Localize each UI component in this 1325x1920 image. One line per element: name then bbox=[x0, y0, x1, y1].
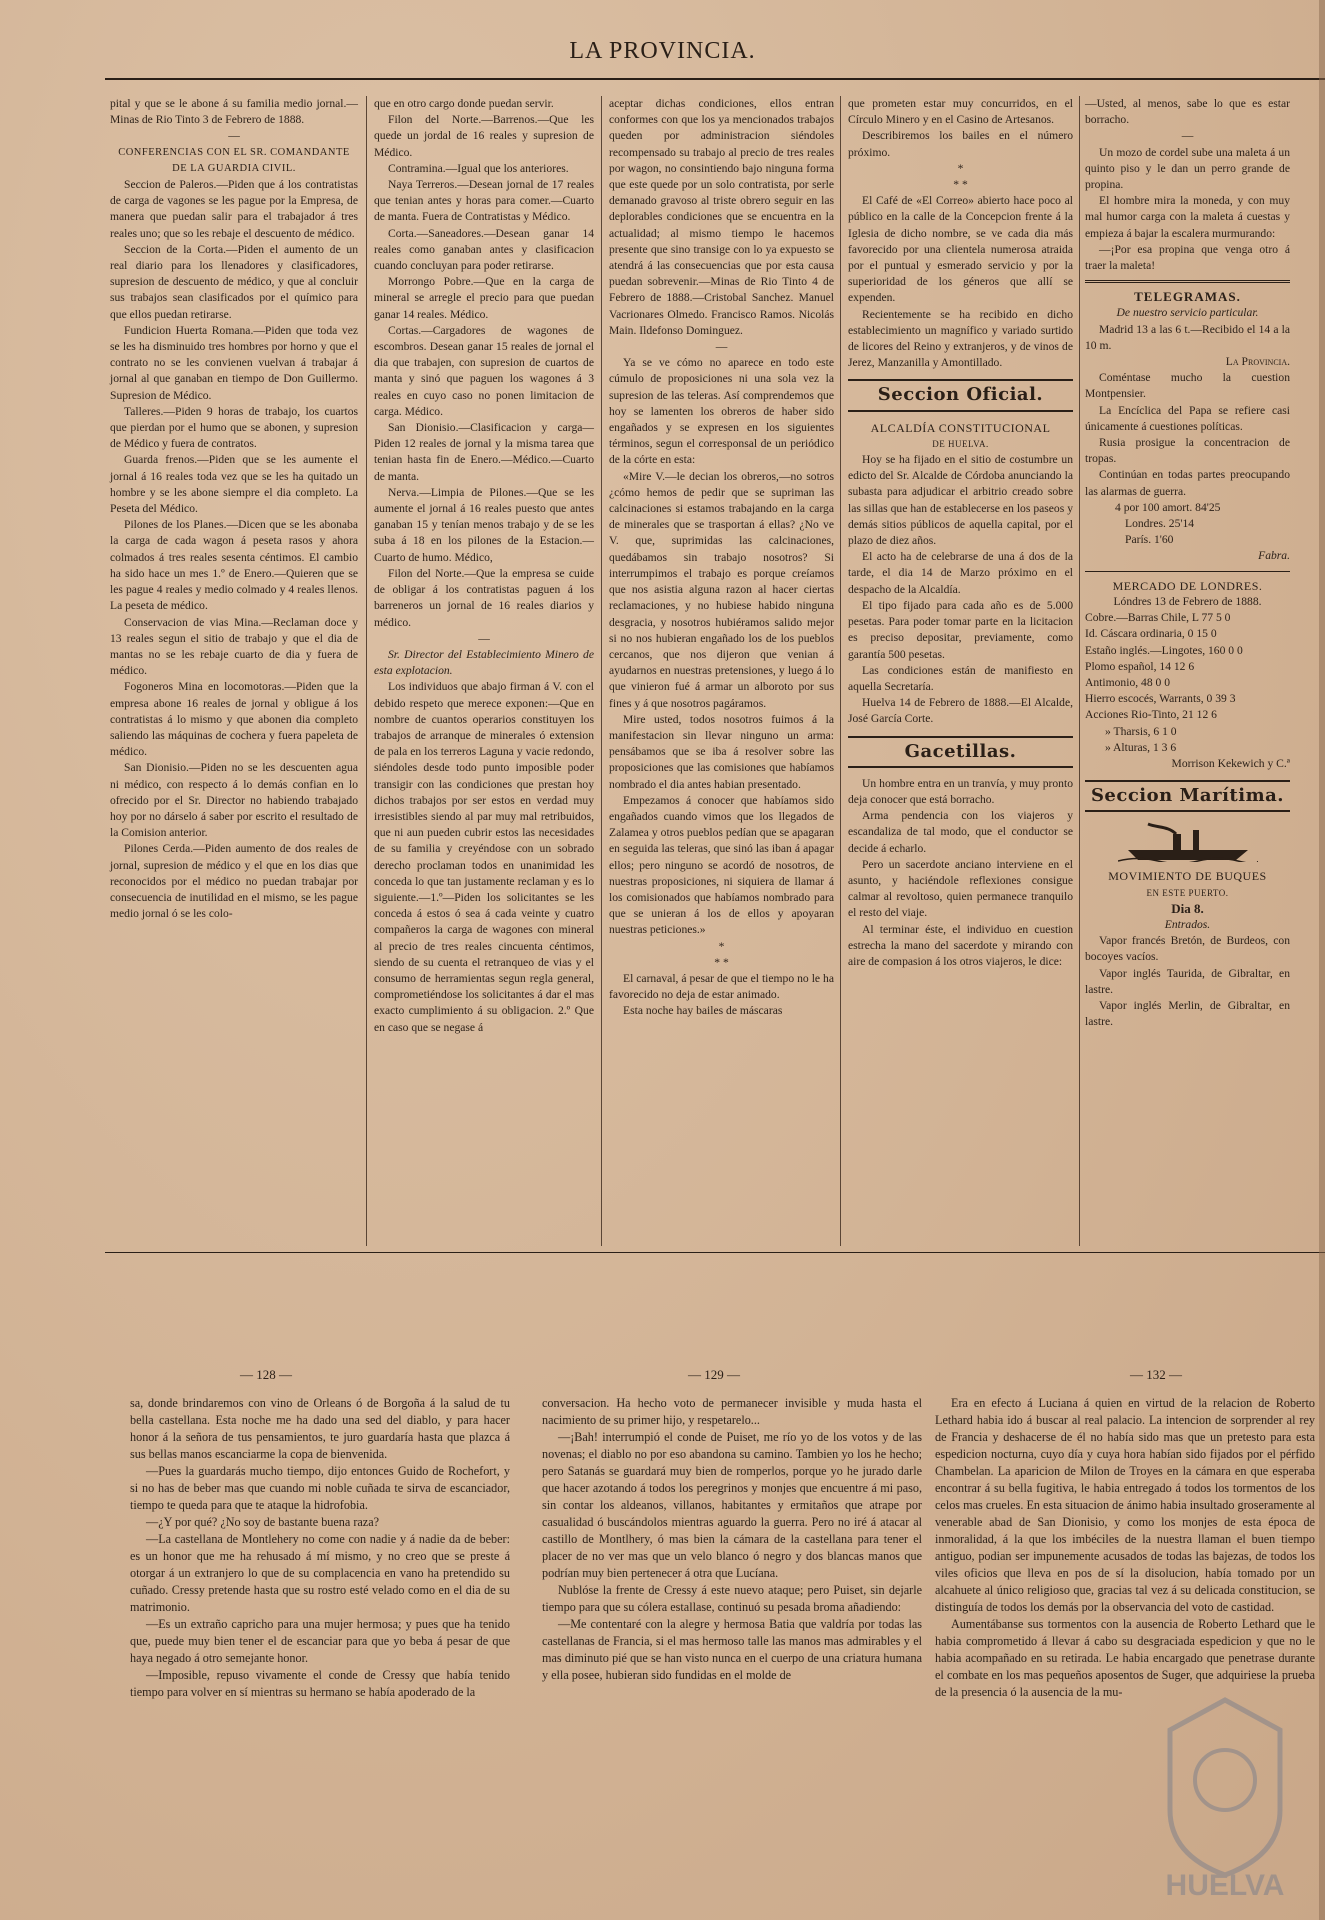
column-divider bbox=[366, 96, 367, 1246]
paragraph: «Mire V.—le decian los obreros,—no sotros ¿cómo hemos de pedir que se supriman las calcinaciones si estamos trabajando en la carga de minerales que se trasportan á ellas? ¿No ve V. que, suprimidas las calcinaciones, quedábamos sin trabajo nosotros? Si interrumpimos el trabajo es porque creíamos que nos asistia alguna razon al hacer ciertas reclamaciones, y no hubiese habido ninguna desgracia, y nosotros hubiéramos salido mejor si no nos hubieran engañado los de los pueblos cercanos, que nos dijeron que venian á ayudarnos en nuestras pretensiones, y luego á lo que vinieron fué á armar un alboroto por sus fines y á que nosotros pagáramos. bbox=[609, 469, 834, 710]
paragraph: Continúan en todas partes preocupando las alarmas de guerra. bbox=[1085, 468, 1290, 498]
paragraph: Al terminar éste, el individuo en cuestion estrecha la mano del sacerdote y mirando con aire de compasion á los otros viajeros, le dice: bbox=[848, 922, 1073, 968]
paragraph: Coméntase mucho la cuestion Montpensier. bbox=[1085, 371, 1290, 401]
paragraph: Vapor francés Bretón, de Burdeos, con bocoyes vacíos. bbox=[1085, 934, 1290, 964]
column-2 bbox=[374, 96, 594, 1036]
paragraph: Hoy se ha fijado en el sitio de costumbre un edicto del Sr. Alcalde de Córdoba anunciando la subasta para adjudicar el arbitrio creado sobre las sillas que han de establecerse en los paseos y demás sitios públicos de aquella capital, por el plazo de diez años. bbox=[848, 453, 1073, 548]
page-number: — 128 — bbox=[240, 1367, 292, 1382]
paragraph: Talleres.—Piden 9 horas de trabajo, los cuartos que pierdan por el humo que se abonen, y supresion de Médico y fuera de contratos. bbox=[110, 404, 358, 451]
column-divider bbox=[840, 96, 841, 1246]
paragraph: Conservacion de vias Mina.—Reclaman doce y 13 reales segun el sitio de trabajo y que el dia de mantas no se les rebaje cuarto de dia y fuera de médico. bbox=[110, 615, 358, 678]
separator: — bbox=[1181, 129, 1194, 143]
paragraph: Aumentábanse sus tormentos con la ausencia de Roberto Lethard que le habia comprometido á llevar á cabo su desgraciada espedicion y que no le habia acompañado en su retirada. Le habia encargado que penetrase durante el combate en los mas pequeños aposentos de Suger, que adquiriese la prueba de la presencia ó la ausencia de la mu- bbox=[935, 1617, 1315, 1699]
separator-stars: * * * bbox=[714, 939, 729, 969]
separator: — bbox=[228, 129, 240, 143]
paragraph: Morrongo Pobre.—Que en la carga de mineral se arregle el precio para que puedan ganar 14 reales. Médico. bbox=[374, 275, 594, 321]
paragraph: Mire usted, todos nosotros fuimos á la manifestacion sin llevar ninguno un arma: pensábamos que se iba á resolver sobre las proposiciones que las comisiones que habíamos nombrado el dia antes habian presentado. bbox=[609, 712, 834, 791]
paragraph: La Encíclica del Papa se refiere casi únicamente á cuestiones políticas. bbox=[1085, 403, 1290, 433]
paragraph: Huelva 14 de Febrero de 1888.—El Alcalde, José García Corte. bbox=[848, 696, 1073, 726]
section-heading: CONFERENCIAS CON EL SR. COMANDANTE DE LA GUARDIA CIVIL. bbox=[118, 146, 350, 174]
paragraph: Un hombre entra en un tranvía, y muy pronto deja conocer que está borracho. bbox=[848, 776, 1073, 806]
paragraph: San Dionisio.—Clasificacion y carga—Piden 12 reales de jornal y la misma tarea que tenian hasta fin de Enero.—Médico.—Cuarto de manta. bbox=[374, 421, 594, 483]
section-box-maritima bbox=[1085, 780, 1290, 812]
paragraph: El tipo fijado para cada año es de 5.000 pesetas. Para poder tomar parte en la licitacion es preciso depositar, previamente, como garantía 500 pesetas. bbox=[848, 598, 1073, 661]
paragraph: Seccion de Paleros.—Piden que á los contratistas de carga de vagones se les pague por la Empresa, de manera que puedan salir para el trabajador á tres reales uno; que so les rebaje el descuento de médico. bbox=[110, 178, 358, 240]
paragraph: Filon del Norte.—Barrenos.—Que les quede un jordal de 16 reales y supresion de Médico. bbox=[374, 113, 594, 159]
market-heading: MERCADO DE LONDRES. bbox=[1112, 578, 1263, 593]
paragraph: Fundicion Huerta Romana.—Piden que toda vez se les ha disminuido tres hombres por horno y que el contrato no se les convienen vuelvan á trabajar á jornal al que ganaban en tiempo de Don Guillermo. Supresion de Médico. bbox=[110, 323, 358, 402]
paragraph: —Imposible, repuso vivamente el conde de Cressy que había tenido tiempo para volver en sí mientras su hermano se había apoderado de la bbox=[130, 1668, 510, 1699]
newspaper-title: LA PROVINCIA. bbox=[569, 38, 756, 64]
paragraph: Pilones de los Planes.—Dicen que se les abonaba la carga de cada wagon á peseta rasos y ahora colmados á tres reales sesenta céntimos. El cambio ha sido hace un mes 1.º de Enero.—Quieren que se les pague 4 reales y medio colmado y 4 reales llenos. La peseta de médico. bbox=[110, 518, 358, 613]
paragraph: Rusia prosigue la concentracion de tropas. bbox=[1085, 436, 1290, 466]
telegrams-subheading: De nuestro servicio particular. bbox=[1116, 306, 1259, 320]
paragraph: Esta noche hay bailes de máscaras bbox=[623, 1004, 783, 1018]
paragraph: Las condiciones están de manifiesto en aquella Secretaría. bbox=[848, 663, 1073, 693]
page-edge bbox=[1319, 0, 1325, 1920]
paragraph: Guarda frenos.—Piden que se les aumente el jornal á 16 reales toda vez que se les ha quitado un hombre y se les abone siempre el dia completo. La Peseta del Médico. bbox=[110, 453, 358, 516]
paragraph: —¡Por esa propina que venga otro á traer la maleta! bbox=[1085, 242, 1290, 273]
paragraph: Nerva.—Limpia de Pilones.—Que se les aumente el jornal á 16 reales puesto que antes ganaban 15 y tenían menos trabajo y de se les suba á 18 en los pilones de la Estacion.—Cuarto de humo. Médico, bbox=[374, 485, 594, 564]
stamp-text: HUELVA bbox=[1165, 1869, 1285, 1900]
page-number: — 129 — bbox=[688, 1367, 740, 1382]
paragraph: Pero un sacerdote anciano interviene en el asunto, y haciéndole reflexiones consigue calmar al revoltoso, quien permanece tranquilo el resto del viaje. bbox=[848, 857, 1073, 920]
separator-stars: * * * bbox=[953, 161, 968, 192]
market-line: Cobre.—Barras Chile, L 77 5 0 bbox=[1085, 611, 1231, 625]
column-1 bbox=[110, 96, 358, 922]
paragraph: pital y que se le abone á su familia medio jornal.—Minas de Rio Tinto 3 de Febrero de 1888. bbox=[110, 97, 358, 127]
market-line: » Tharsis, 6 1 0 bbox=[1105, 724, 1177, 738]
column-divider bbox=[1079, 96, 1080, 1246]
quote-line: París. 1'60 bbox=[1125, 533, 1174, 547]
section-heading-maritima: Seccion Marítima. bbox=[1090, 785, 1285, 807]
column-5 bbox=[1085, 96, 1290, 1030]
paragraph: Filon del Norte.—Que la empresa se cuide de obligar á los contratistas paguen á los barreneros un jornal de 16 reales diarios y médico. bbox=[374, 566, 594, 629]
paragraph: —Pues la guardarás mucho tiempo, dijo entonces Guido de Rochefort, y si no has de beber mas que cuando mi noble cuñada te sirva de escanciador, tiempo te queda para que te ataque la hidrofobia. bbox=[130, 1464, 510, 1512]
paragraph: sa, donde brindaremos con vino de Orleans ó de Borgoña á la salud de tu bella castellana. Esta noche me ha dado una sed del diablo, y para hacer honor á la señora de tus pensamientos, te juro guardaría hasta que plazca á sus bellas manos escanciarme la copa de bienvenida. bbox=[130, 1396, 510, 1461]
serial-column-3 bbox=[935, 1395, 1315, 1701]
market-signature: Morrison Kekewich y C.ª bbox=[1171, 756, 1290, 770]
serial-column-1 bbox=[130, 1395, 510, 1701]
market-line: Acciones Rio-Tinto, 21 12 6 bbox=[1085, 708, 1217, 722]
paragraph: Vapor inglés Merlin, de Gibraltar, en lastre. bbox=[1085, 998, 1290, 1029]
paragraph: Madrid 13 a las 6 t.—Recibido el 14 a la 10 m. bbox=[1085, 322, 1290, 352]
entries-heading: Entrados. bbox=[1164, 917, 1211, 931]
paragraph: Los individuos que abajo firman á V. con el debido respeto que merece exponen:—Que en nombre de cuantos operarios constituyen los trabajos de arranque de minerales ó extension de pala en los terreros Laguna y vacie redondo, siéndoles desde todo punto imposible poder transigir con las condiciones que prestan hoy dichos trabajos por ser estos en verdad muy irresistibles siendo al par muy mal retribuidos, que ni aun pueden cubrir estos las necesidades de su familia y creyéndose con un sobrado derecho proclaman todos en unanimidad les conceda lo que tan justamente reclaman y es lo siguiente.—1.º—Piden los solicitantes se les conceda á estos ó sea á cada veinte y cuatro compañeros la carga de wagones con mineral al precio de tres reales cincuenta céntimos, siendo de su cuenta el retranqueo de vias y el consumo de herramientas segun regla general, comprometiéndose los solicitantes á dar el mas exacto cumplimiento á su obligacion. 2.º Que en caso que se negase á bbox=[374, 680, 594, 1034]
paragraph: —La castellana de Montlehery no come con nadie y á nadie da de beber: es un honor que me ha rehusado á mí mismo, y no creo que se preste á otorgar á un extranjero lo que de su complacencia en vano ha pretendido su cuñado. Cressy pretende hasta que su rostro esté velado como en el dia de su matrimonio. bbox=[130, 1532, 510, 1614]
paragraph: Fogoneros Mina en locomotoras.—Piden que la empresa abone 16 reales de jornal y obligue á los contratistas á lo mismo y que abonen dia completo saliendo las máquinas de cochera y fuera papeleta de médico. bbox=[110, 680, 358, 759]
date-heading: Dia 8. bbox=[1171, 900, 1204, 916]
ship-illustration-icon bbox=[1118, 820, 1258, 862]
market-date: Lóndres 13 de Febrero de 1888. bbox=[1113, 594, 1262, 608]
paragraph: Vapor inglés Taurida, de Gibraltar, en lastre. bbox=[1085, 966, 1290, 996]
paragraph: —¡Bah! interrumpió el conde de Puiset, me río yo de los votos y de las novenas; el diablo no por eso abandona su camino. Tambien yo los he hecho; pero Satanás se guardará muy bien de romperlos, porque yo he jurado darle que hacer azotando á todos los peregrinos y monjes que encuentre á mi paso, sin contar los aldeanos, villanos, habitantes y ermitaños que atrape por casualidad ó buscándolos mientras aguardo la guerra. Pero no iré á atacar al castillo de Montlhery, ó mas bien la cámara de la castellana para tener el placer de no ver mas que un velo blanco ó negro y dos blancas manos que podrían muy bien pertenecer á otra que Lucíana. bbox=[542, 1430, 922, 1580]
paragraph: Era en efecto á Luciana á quien en virtud de la relacion de Roberto Lethard habia ido á buscar al real palacio. La intencion de sorprender al rey de Francia y deshacerse de él no había sido mas que un pretesto para esta espedicion nocturna, cuyo día y cuya hora habían sido fijados por el pérfido Chambelan. La aparicion de Milon de Troyes en la cámara en que esperaba encontrar á su bella fugitiva, le habia entregado á todos los tormentos de los celos mas crueles. En esta situacion de ánimo habia insultado groseramente al venerable abad de San Dionisio, y como los monjes de esta época de inmoralidad, á la que los imbéciles de la nuestra llaman el buen tiempo antiguo, podian ser impunemente acusados de todas las bajezas, de todos los viles oficios que lleva en pos de sí la disolucion, había tomado por un alcahuete al único religioso que, gracias tal vez á su delicada constitucion, se distinguía de todos los demás por la observancia del voto de castidad. bbox=[935, 1396, 1315, 1614]
paragraph: —Usted, al menos, sabe lo que es estar borracho. bbox=[1085, 97, 1290, 127]
section-box-oficial bbox=[848, 379, 1073, 411]
market-line: Hierro escocés, Warrants, 0 39 3 bbox=[1085, 692, 1236, 706]
section-box-gacetillas bbox=[848, 736, 1073, 768]
page-number: — 132 — bbox=[1130, 1367, 1182, 1382]
paragraph: Naya Terreros.—Desean jornal de 17 reales que tenian antes y horas para comer.—Cuarto de manta. Fuera de Contratistas y Médico. bbox=[374, 178, 594, 224]
market-line: Plomo español, 14 12 6 bbox=[1085, 659, 1195, 673]
column-3 bbox=[609, 96, 834, 1020]
footer-rule bbox=[105, 1252, 1325, 1253]
paragraph: conversacion. Ha hecho voto de permanecer invisible y muda hasta el nacimiento de su primer hijo, y respetarelo... bbox=[542, 1396, 922, 1427]
signature: Fabra. bbox=[1258, 549, 1290, 563]
paragraph: Nublóse la frente de Cressy á este nuevo ataque; pero Puiset, sin dejarle tiempo para que su cólera estallase, continuó su pesada broma añadiendo: bbox=[542, 1583, 922, 1614]
paragraph: El hombre mira la moneda, y con muy mal humor carga con la maleta á cuestas y empieza á bajar la escalera murmurando: bbox=[1085, 194, 1290, 240]
paragraph: Cortas.—Cargadores de wagones de escombros. Desean ganar 15 reales de jornal el dia que trabajen, con supresion de cuartos de manta y sinó que paguen los wagones á 3 reales en cuyo caso no ponen limitacion de carga. Médico. bbox=[374, 323, 594, 418]
paragraph: Empezamos á conocer que habíamos sido engañados cuando vimos que los llegados de Zalamea y otros pueblos pedían que se apagaran en seguida las teleras, que sinó las iban á apagar ellos; pero ninguno se acordó de nosotros, de nuestras proposiciones, ni siquiera de llamar á los comisionados que habíamos nombrado para que se unieran á los de ellos y apoyaran nuestras peticiones.» bbox=[609, 793, 834, 937]
paragraph: San Dionisio.—Piden no se les descuenten agua ni médico, con respecto á lo demás confian en lo ofrecido por el Sr. Director no habiendo trabajado hoy por no dárselo á saber por escrito el resultado de la Comision anterior. bbox=[110, 761, 358, 840]
market-line: Antimonio, 48 0 0 bbox=[1085, 675, 1171, 689]
market-line: Id. Cáscara ordinaria, 0 15 0 bbox=[1085, 627, 1217, 641]
archive-stamp-icon bbox=[1150, 1690, 1300, 1900]
separator: — bbox=[478, 631, 490, 645]
alcaldia-heading: ALCALDÍA CONSTITUCIONAL bbox=[870, 420, 1051, 435]
paragraph: Describiremos los bailes en el número próximo. bbox=[848, 129, 1073, 159]
paragraph: —¿Y por qué? ¿No soy de bastante buena raza? bbox=[146, 1515, 380, 1529]
paragraph: Corta.—Saneadores.—Desean ganar 14 reales como ganaban antes y clasificacion cuando concluyan para poder retirarse. bbox=[374, 226, 594, 273]
market-line: » Alturas, 1 3 6 bbox=[1105, 740, 1177, 754]
paragraph: Un mozo de cordel sube una maleta á un quinto piso y le dan un perro grande de propina. bbox=[1085, 145, 1290, 192]
alcaldia-subheading: DE HUELVA. bbox=[932, 438, 989, 449]
column-divider bbox=[601, 96, 602, 1246]
quote-line: Londres. 25'14 bbox=[1125, 517, 1195, 531]
paragraph: Arma pendencia con los viajeros y escandaliza de tal modo, que el conductor se decide á echarlo. bbox=[848, 809, 1073, 855]
paragraph: Contramina.—Igual que los anteriores. bbox=[388, 161, 569, 175]
column-4 bbox=[848, 96, 1073, 970]
section-heading-gacetillas: Gacetillas. bbox=[904, 740, 1017, 762]
paragraph: El Café de «El Correo» abierto hace poco al público en la calle de la Concepcion frente á la Iglesia de dicho nombre, se ve cada dia más favorecido por una clientela numerosa atraida por el puntual y esmerado servicio y por la superioridad de los géneros que allí se expenden. bbox=[848, 194, 1073, 305]
paragraph: que en otro cargo donde puedan servir. bbox=[374, 97, 554, 110]
paragraph: Ya se ve cómo no aparece en todo este cúmulo de proposiciones ni una sola vez la supresion de las teleras. Así comprendemos que hoy se lamenten los obreros de haber sido engañados y se expresen en los siguientes términos, segun el corresponsal de un periódico de la córte en esta: bbox=[609, 356, 834, 467]
paragraph: Seccion de la Corta.—Piden el aumento de un real diario para los llenadores y clasificadores, supresion de descuento de médico, y que al concluir sus trabajos sean clasificados por el químico para que ellos puedan retirarse. bbox=[110, 242, 358, 321]
paragraph: aceptar dichas condiciones, ellos entran conformes con que los ya mencionados trabajos queden por administracion siéndoles recompensado su trabajo al precio de tres reales por wagon, no consintiendo bajo ninguna forma que este quede por un solo contratista, por serle demanado gravoso al triste obrero seguir en las deplorables condiciones que se encuentra en la actualidad; al mismo tiempo le hacemos presente que sino transige con lo ya expuesto se atendrá á las consecuencias que por esta causa puedan sobrevenir.—Minas de Rio Tinto 4 de Febrero de 1888.—Cristobal Sanchez. Manuel Vacrionares Olmedo. Francisco Ramos. Nicolás Main. Ildefonso Dominguez. bbox=[609, 97, 834, 337]
paragraph: Recientemente se ha recibido en dicho establecimiento un magnífico y variado surtido de licores del Reino y extranjeros, y de vinos de Jerez, Manzanilla y Amontillado. bbox=[848, 307, 1073, 370]
paragraph: El acto ha de celebrarse de una á dos de la tarde, el dia 14 de Marzo próximo en el despacho de la Alcaldía. bbox=[848, 550, 1073, 596]
paragraph: Pilones Cerda.—Piden aumento de dos reales de jornal, supresion de médico y el que en los dias que reconocidos por el médico no puedan trabajar por consecuencia de inutilidad en el mismo, se les pague medio jornal ó se les colo- bbox=[110, 842, 358, 921]
section-heading-oficial: Seccion Oficial. bbox=[877, 384, 1044, 406]
paragraph: que prometen estar muy concurridos, en el Círculo Minero y en el Casino de Artesanos. bbox=[848, 97, 1073, 127]
paragraph: El carnaval, á pesar de que el tiempo no le ha favorecido no deja de estar animado. bbox=[609, 971, 834, 1002]
letter-heading: Sr. Director del Establecimiento Minero de esta explotacion. bbox=[374, 647, 594, 678]
signature: La Provincia. bbox=[1225, 355, 1290, 369]
ships-subheading: EN ESTE PUERTO. bbox=[1146, 887, 1229, 898]
market-line: Estaño inglés.—Lingotes, 160 0 0 bbox=[1085, 643, 1243, 657]
paragraph: —Es un extraño capricho para una mujer hermosa; y pues que ha tenido que, puede muy bien tener el de escanciar para que yo beba á pesar de que haya negado á otro semejante honor. bbox=[130, 1617, 510, 1665]
header-rule bbox=[105, 78, 1325, 80]
paragraph: —Me contentaré con la alegre y hermosa Batia que valdría por todas las castellanas de Francia, si el mas hermoso talle las manos mas admirables y el mas diminuto pié que se han visto nunca en el cuerpo de una criatura humana y ella posee, hubieran sido fundidas en el molde de bbox=[542, 1617, 922, 1682]
ships-heading: MOVIMIENTO DE BUQUES bbox=[1108, 869, 1267, 884]
quote-line: 4 por 100 amort. 84'25 bbox=[1115, 500, 1221, 514]
separator: — bbox=[715, 340, 728, 354]
serial-column-2 bbox=[542, 1395, 922, 1684]
telegrams-heading: TELEGRAMAS. bbox=[1134, 289, 1241, 305]
